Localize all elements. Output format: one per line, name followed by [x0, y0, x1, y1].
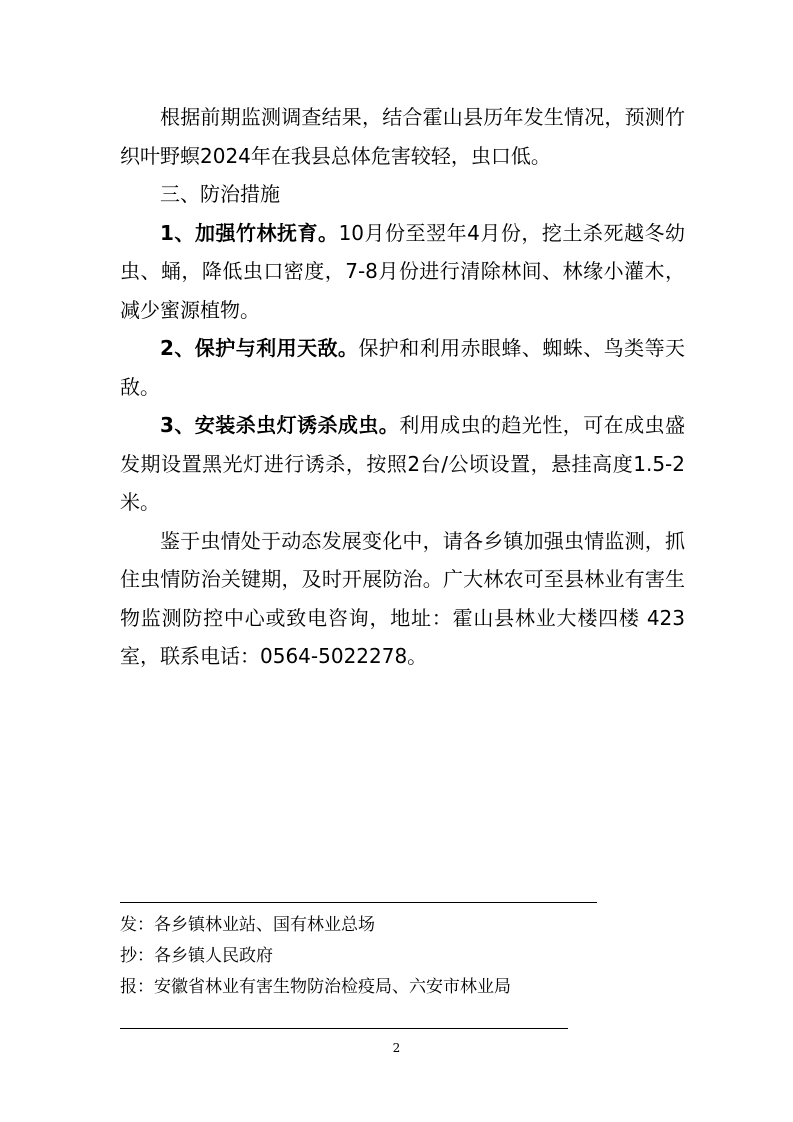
document-body [120, 98, 685, 676]
distribution-bottom-divider [120, 1028, 568, 1029]
closing-paragraph: 鉴于虫情处于动态发展变化中，请各乡镇加强虫情监测，抓住虫情防治关键期，及时开展防治。广大林农可至县林业有害生物监测防控中心或致电咨询，地址：霍山县林业大楼四楼 423 室，联系电话：0564-5022278。 [120, 528, 685, 668]
send-to-line: 发：各乡镇林业站、国有林业总场 [120, 915, 375, 935]
measure-1-text: 10月份至翌年4月份，挖土杀死越冬幼虫、蛹，降低虫口密度，7-8月份进行清除林间、林缘小灌木，减少蜜源植物。 [120, 220, 685, 322]
measure-3-paragraph [120, 406, 685, 522]
distribution-top-divider [120, 902, 597, 903]
forecast-paragraph: 根据前期监测调查结果，结合霍山县历年发生情况，预测竹织叶野螟2024年在我县总体危害较轻，虫口低。 [120, 105, 685, 168]
report-to-line: 报：安徽省林业有害生物防治检疫局、六安市林业局 [120, 977, 511, 997]
measure-2-text: 保护和利用赤眼蜂、蜘蛛、鸟类等天敌。 [120, 336, 686, 399]
measure-2-title: 2、保护与利用天敌。 [160, 336, 359, 360]
page-number: 2 [392, 1041, 401, 1055]
measure-1-paragraph [120, 214, 685, 330]
measure-3-title: 3、安装杀虫灯诱杀成虫。 [160, 413, 400, 437]
section-heading: 三、防治措施 [160, 182, 280, 206]
measure-2-paragraph [120, 329, 685, 406]
measure-3-text: 利用成虫的趋光性，可在成虫盛发期设置黑光灯进行诱杀，按照2台/公顷设置，悬挂高度1.5-2米。 [120, 413, 685, 514]
distribution-list [120, 910, 680, 1003]
copy-to-line: 抄：各乡镇人民政府 [120, 946, 273, 966]
measure-1-title: 1、加强竹林抚育。 [160, 220, 339, 245]
